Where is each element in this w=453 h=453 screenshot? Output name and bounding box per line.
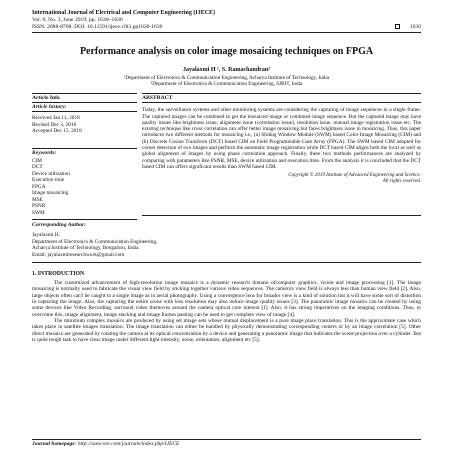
keyword: CIM [32, 157, 43, 164]
affiliation-1: ¹Department of Electronics & Communication Engineering, Acharya Institute of Technology, India [123, 74, 330, 81]
page-number: 1630 [409, 23, 421, 30]
author-email: Email: jayalaxmiresearchwork@gmail.com [32, 251, 125, 258]
issn-line: ISSN: 2088-8708, DOI: 10.11591/ijece.v9i3.pp1630-1636 [32, 23, 163, 30]
corresponding-author-rule [32, 219, 137, 228]
affiliations [32, 75, 421, 87]
author-institute: Acharya Institute of Technology, Bengaluru, India. [32, 245, 140, 252]
introduction-heading: 1. INTRODUCTION [32, 270, 85, 277]
keyword: FPGA [32, 183, 46, 190]
history-list [32, 115, 137, 135]
history-heading: Article history: [32, 103, 137, 112]
corresponding-author-details [32, 232, 252, 258]
section-rule [32, 262, 421, 263]
header-rule [32, 32, 421, 33]
abstract-text: Today, the surveillance systems and other monitoring systems are considering the capturing of image sequences in a single frame. The captured images can be combined to get the mosaiced image or combined image sequence. But the captured image may have quality issues like brightness issue, alignment issue (correlation issue), resolution issue, manual image registration issue etc. The existing technique like cross correlation can offer better image mosaicing but faces brightness issue in mosaicing. Thus, this paper introduces two different methods for mosaicing i.e., (a) Sliding Window Module (SWM) based Color Image Mosaicing (CIM) and (b) Discrete Cosine Transform (DCT) based CIM on Field Programmable Gate Array (FPGA). The SWM based CIM adopted for corner detection of two images and perform the automatic image registration while DCT based CIM aligns both the local as well as global alignment of images by using phase correlation approach. Finally, these two methods performances are analyzed by comparing with parameters like PSNR, MSE, device utilization and execution time. From the analysis it is concluded that the DCT based CIM can offers significant results than SWM based CIM. [142, 107, 421, 170]
rights-line: All rights reserved. [382, 179, 421, 185]
page-footer [32, 439, 421, 447]
history-accepted: Accepted Dec 15, 2018 [32, 128, 82, 135]
paragraph: The minimum complex mosaics are produced by using set image sets whose mutual displacement is a pure image place translation. This is the approximate case which takes place in satellite images translation. The image translation can either be handled by physically demonstrating corresponding centers or by an image correlation [5]. Other direct mosaics are generated by rotating the camera at its optical concentration by a device and generating a panoramic image that indicates the scene projection over a cylinder. But is quite tough task to have clear image under different light intensity, noise, orientation, alignment etc [5]. [32, 317, 422, 344]
keyword: MSE [32, 196, 43, 203]
affiliation-2: ²Department of Electronics & Communication Engineering, SJBIT, India [150, 81, 303, 88]
author-name: Jayalaxmi H, [32, 232, 60, 239]
history-revised: Revised Dec 3, 2018 [32, 121, 77, 128]
abstract-column [142, 93, 421, 216]
author-department: Department of Electronics & Communication Engineering, [32, 238, 158, 245]
article-info-heading: Article Info [32, 93, 137, 103]
authors: Jayalaxmi H ¹, S. Ramachandran² [183, 66, 270, 73]
keyword: Device utilization [32, 170, 70, 177]
article-info-column [32, 93, 137, 216]
keyword: Image mosaicing [32, 190, 69, 197]
copyright-notice [142, 173, 421, 185]
history-received: Received Jan 11, 2018 [32, 115, 80, 122]
abstract-heading: ABSTRACT [142, 93, 421, 103]
article-info-grid [32, 93, 421, 216]
corresponding-author-heading: Corresponding Author: [32, 222, 87, 229]
footer-label: Journal homepage [32, 441, 75, 447]
paper-title: Performance analysis on color image mosaicing techniques on FPGA [79, 46, 374, 58]
keyword: PSNR [32, 203, 46, 210]
square-icon [395, 24, 400, 29]
copyright-line: Copyright © 2019 Institute of Advanced Engineering and Science. [288, 173, 421, 179]
journal-name: International Journal of Electrical and Computer Engineering (IJECE) [32, 10, 216, 16]
keywords-list [32, 158, 137, 217]
volume-line: Vol. 9, No. 3, June 2019, pp. 1630~1636 [32, 16, 123, 23]
keyword: SWM [32, 209, 45, 216]
journal-header [32, 10, 421, 33]
keyword: DCT [32, 164, 43, 171]
issn-row [32, 24, 421, 31]
journal-homepage-link[interactable]: : http://iaescore.com/journals/index.php/IJECE [74, 441, 180, 447]
page-indicator [395, 24, 421, 31]
paragraph: The customized advancement of high-resolution image mosaics is a dynamic research domain ofcomputer graphics, vision and image processing [1]. The image mosaicing is normally used to fabricate the visual view field by sticking together various video sequences. The camera's view field is always less than human view field [2]. Also, large objects often can't be caught in a single image as in aerial photography. Using a convergence lens for broader view is a kind of solution but it will have some sort of distortion in capturing the image. Also, the capturing the entire scene with less resolution may also induce image quality issues [3]. The panoramic image mosaics can be created by using some devices like Video Recording, surround video themoves around the camera optical core interest [1]. Also, it has strong imperatives on the imaging conditions. Thus, to overcome this, image alignment, image stacking and image frames pasting can be used to get complete view of image [4]. [32, 279, 421, 318]
keyword: Execution time [32, 177, 65, 184]
keywords-heading: Keywords: [32, 148, 137, 156]
introduction-body [32, 280, 421, 343]
